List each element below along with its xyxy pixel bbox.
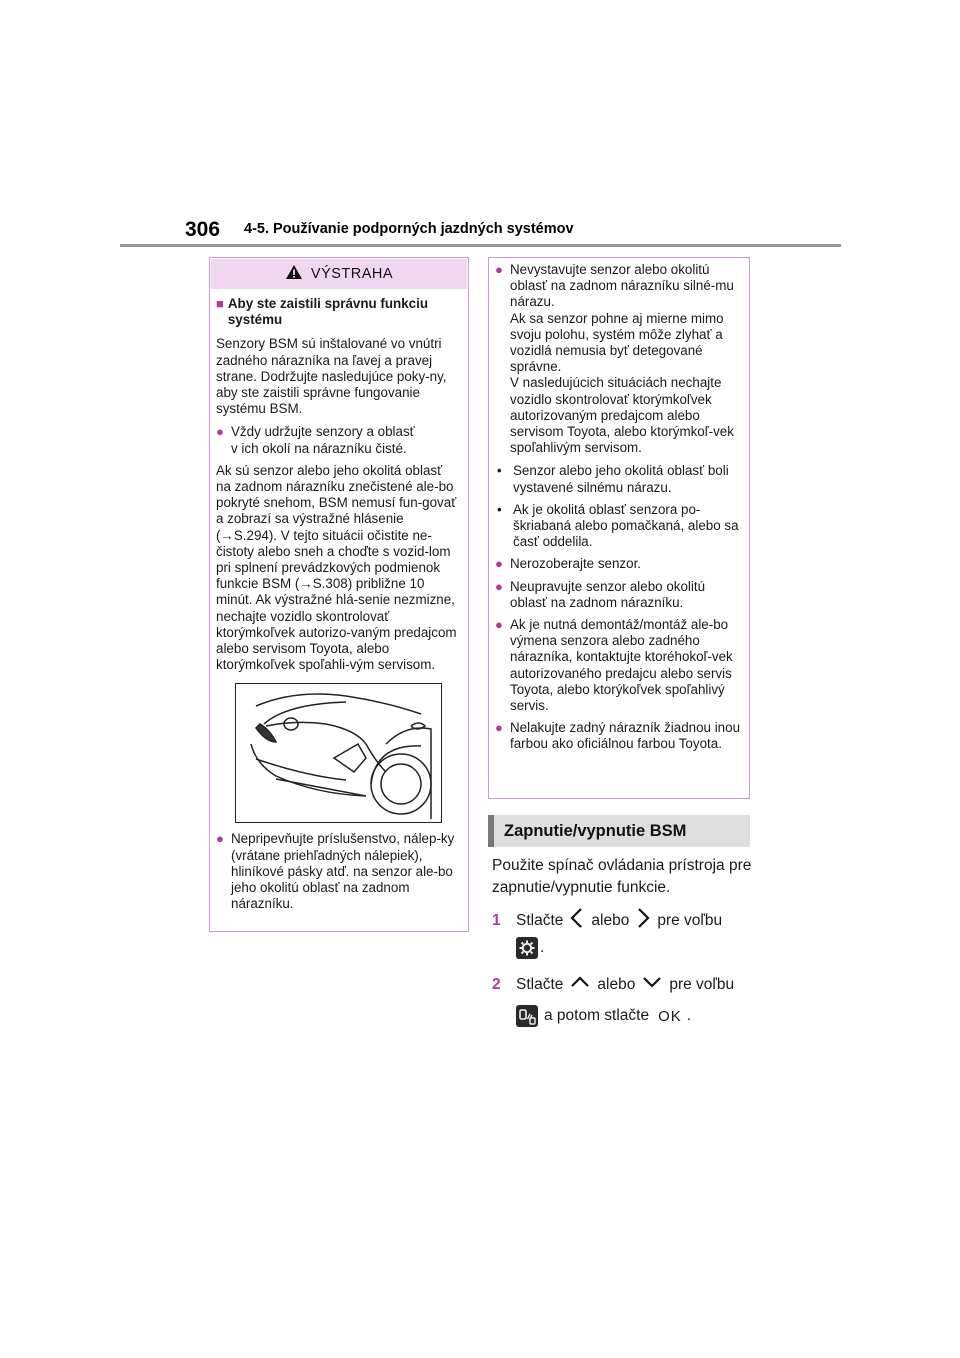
sub-text: Senzor alebo jeho okolitá oblasť boli vystavené silnému nárazu. xyxy=(513,463,729,495)
chevron-up-icon xyxy=(569,974,591,995)
step-text: . xyxy=(540,939,545,956)
warning-header xyxy=(211,259,467,289)
section-title: 4-5. Používanie podporných jazdných systémov xyxy=(244,221,574,237)
bullet-text: Nevystavujte senzor alebo okolitú oblasť na zadnom nárazníku silné-mu nárazu. xyxy=(510,262,734,310)
sub-list-item xyxy=(495,502,741,551)
bullet-dot-icon: ● xyxy=(216,424,224,440)
chevron-left-icon xyxy=(569,907,585,934)
list-item xyxy=(495,579,741,611)
gear-icon xyxy=(516,937,538,959)
step-text: a potom stlačte xyxy=(544,1007,650,1024)
list-item xyxy=(495,556,741,572)
step-1 xyxy=(492,907,722,934)
warning-intro: Senzory BSM sú inštalované vo vnútri zadného nárazníka na ľavej a pravej strane. Dodržujte nasledujúce poky-ny, aby ste zaistili správne fungovanie systému BSM. xyxy=(216,336,447,417)
square-bullet-icon: ■ xyxy=(216,296,224,311)
step-2 xyxy=(492,974,734,995)
bullet-dot-icon: ● xyxy=(495,720,503,736)
step-1-target xyxy=(516,937,544,959)
step-text: pre voľbu xyxy=(657,911,723,929)
bullet-dot-icon: ● xyxy=(216,831,224,847)
step-text: alebo xyxy=(591,911,630,929)
page-number: 306 xyxy=(185,218,221,241)
sub-list-item xyxy=(495,463,741,495)
bullet-text: Nepripevňujte príslušenstvo, nálep-ky (vrátane priehľadných nálepiek), hliníkové pásky atď. na senzor ale-bo jeho okolitú oblasť na zadnom nárazníku. xyxy=(231,831,455,912)
bullet-dot-icon: ● xyxy=(495,556,503,572)
list-item xyxy=(495,720,741,752)
bullet-dot-icon: ● xyxy=(495,578,503,594)
sub-bullet-icon: • xyxy=(497,501,502,517)
bullet-detail: Ak sú senzor alebo jeho okolitá oblasť na zadnom nárazníku znečistené ale-bo pokryté snehom, BSM nemusí fun-govať a zobrazí sa výstražné hlásenie (→S.294). V tejto situácii očistite ne-čistoty alebo sneh a choďte s vozid-lom pri splnení prevádzkových podmienok funkcie BSM (→S.308) približne 10 minút. Ak výstražné hlá-senie nezmizne, nechajte vozidlo skontrolovať ktorýmkoľvek autorizo-vaným predajcom alebo servisom Toyota, alebo ktorýmkoľvek spoľahli-vým servisom. xyxy=(216,462,457,673)
warning-triangle-icon xyxy=(285,264,303,284)
chevron-down-icon xyxy=(641,974,663,995)
step-2-target xyxy=(516,1005,691,1027)
warning-box-left xyxy=(209,257,469,932)
list-item xyxy=(216,831,460,912)
step-text: Stlačte xyxy=(516,911,564,929)
warning-heading-text: Aby ste zaistili správnu funkciu systému xyxy=(227,296,429,328)
bullet-text: Neupravujte senzor alebo okolitú oblasť na zadnom nárazníku. xyxy=(510,578,706,610)
ok-button-label: OK xyxy=(658,1007,682,1025)
car-rear-drawing xyxy=(236,684,441,822)
warning-subheading xyxy=(216,296,460,328)
bullet-dot-icon: ● xyxy=(495,262,503,277)
bullet-text: Nelakujte zadný nárazník žiadnou inou farbou ako oficiálnou farbou Toyota. xyxy=(510,720,741,752)
step-text: . xyxy=(686,1007,692,1024)
bsm-icon xyxy=(516,1005,538,1027)
sub-text: Ak je okolitá oblasť senzora po-škriabaná alebo pomačkaná, alebo sa časť oddelila. xyxy=(513,501,739,550)
rear-bumper-illustration xyxy=(235,683,442,823)
bullet-text: Vždy udržujte senzory a oblasť v ich okolí na nárazníku čisté. xyxy=(231,424,415,456)
list-item xyxy=(495,617,741,714)
bullet-detail: Ak sa senzor pohne aj mierne mimo svoju polohu, systém môže zlyhať a vozidlá nemusia byť detegované správne. V nasledujúcich situáciách nechajte vozidlo skontrolovať ktorýmkoľvek autorizovaným predajcom alebo servisom Toyota, alebo ktorýmkoľ-vek spoľahlivým servisom. xyxy=(510,310,734,456)
bullet-text: Nerozoberajte senzor. xyxy=(510,556,642,572)
bsm-section-heading: Zapnutie/vypnutie BSM xyxy=(488,815,750,847)
list-item xyxy=(495,262,741,311)
step-number: 2 xyxy=(492,975,501,993)
warning-title: VÝSTRAHA xyxy=(310,265,394,282)
bsm-body-text: Použite spínač ovládania prístroja pre zapnutie/vypnutie funkcie. xyxy=(492,857,752,896)
step-number: 1 xyxy=(492,911,501,929)
bullet-text: Ak je nutná demontáž/montáž ale-bo výmena senzora alebo zadného nárazníka, kontaktujte ktoréhokoľ-vek autorizovaného predajcu alebo servis Toyota, alebo ktorýkoľvek spoľahlivý servis. xyxy=(510,617,733,714)
list-item xyxy=(216,424,460,456)
sub-bullet-icon: • xyxy=(497,463,502,479)
step-text: Stlačte xyxy=(516,975,564,993)
warning-box-right xyxy=(488,257,750,799)
step-text: pre voľbu xyxy=(669,975,735,993)
header-rule xyxy=(120,244,841,247)
step-text: alebo xyxy=(597,975,636,993)
bullet-dot-icon: ● xyxy=(495,617,503,633)
chevron-right-icon xyxy=(635,907,651,934)
